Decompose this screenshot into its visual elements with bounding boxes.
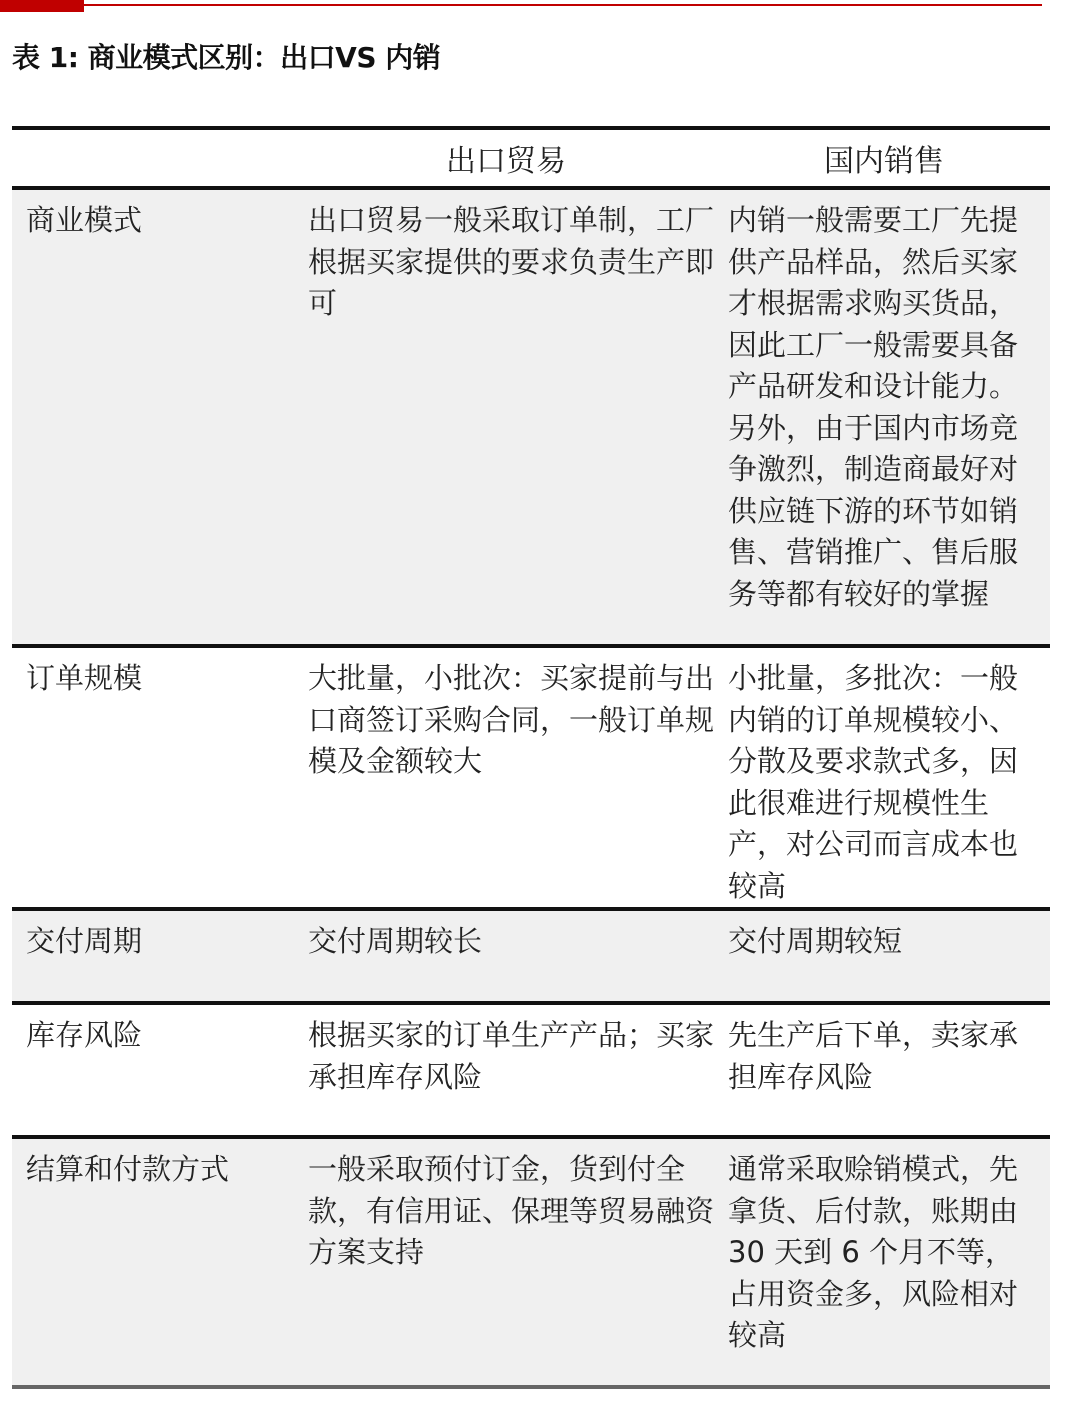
table-row — [12, 909, 1050, 1003]
header-domestic: 国内销售 — [824, 144, 944, 179]
export-cell: 根据买家的订单生产产品；买家承担库存风险 — [308, 1018, 715, 1094]
row-label: 结算和付款方式 — [12, 1137, 294, 1387]
export-cell: 一般采取预付订金，货到付全款，有信用证、保理等贸易融资方案支持 — [294, 1137, 718, 1387]
domestic-cell: 通常采取赊销模式，先拿货、后付款，账期由30 天到 6 个月不等，占用资金多，风险相对较高 — [718, 1137, 1050, 1387]
table-row — [12, 1137, 1050, 1387]
table-title: 表 1: 商业模式区别：出口VS 内销 — [12, 41, 441, 74]
table-row — [12, 188, 1050, 646]
accent-line — [84, 4, 1042, 6]
comparison-table — [12, 126, 1050, 1389]
header-row — [12, 128, 1050, 188]
export-cell: 大批量，小批次：买家提前与出口商签订采购合同，一般订单规模及金额较大 — [308, 661, 715, 778]
row-label: 商业模式 — [12, 188, 294, 646]
domestic-cell: 交付周期较短 — [718, 909, 1050, 1003]
header-blank — [12, 128, 294, 188]
domestic-cell: 内销一般需要工厂先提供产品样品，然后买家才根据需求购买货品，因此工厂一般需要具备产品研发和设计能力。另外，由于国内市场竞争激烈，制造商最好对供应链下游的环节如销售、营销推广、售后服务等都有较好的掌握 — [718, 188, 1050, 646]
export-cell: 出口贸易一般采取订单制，工厂根据买家提供的要求负责生产即可 — [294, 188, 718, 646]
row-label: 库存风险 — [26, 1018, 143, 1052]
domestic-cell: 先生产后下单，卖家承担库存风险 — [728, 1018, 1019, 1094]
row-label: 交付周期 — [12, 909, 294, 1003]
accent-bar — [0, 0, 84, 12]
header-export: 出口贸易 — [446, 144, 566, 179]
export-cell: 交付周期较长 — [294, 909, 718, 1003]
top-accent-rule — [0, 0, 1042, 12]
table-row — [12, 1003, 1050, 1137]
domestic-cell: 小批量，多批次：一般内销的订单规模较小、分散及要求款式多，因此很难进行规模性生产，对公司而言成本也较高 — [728, 661, 1019, 903]
row-label: 订单规模 — [26, 661, 143, 695]
table-row — [12, 646, 1050, 909]
